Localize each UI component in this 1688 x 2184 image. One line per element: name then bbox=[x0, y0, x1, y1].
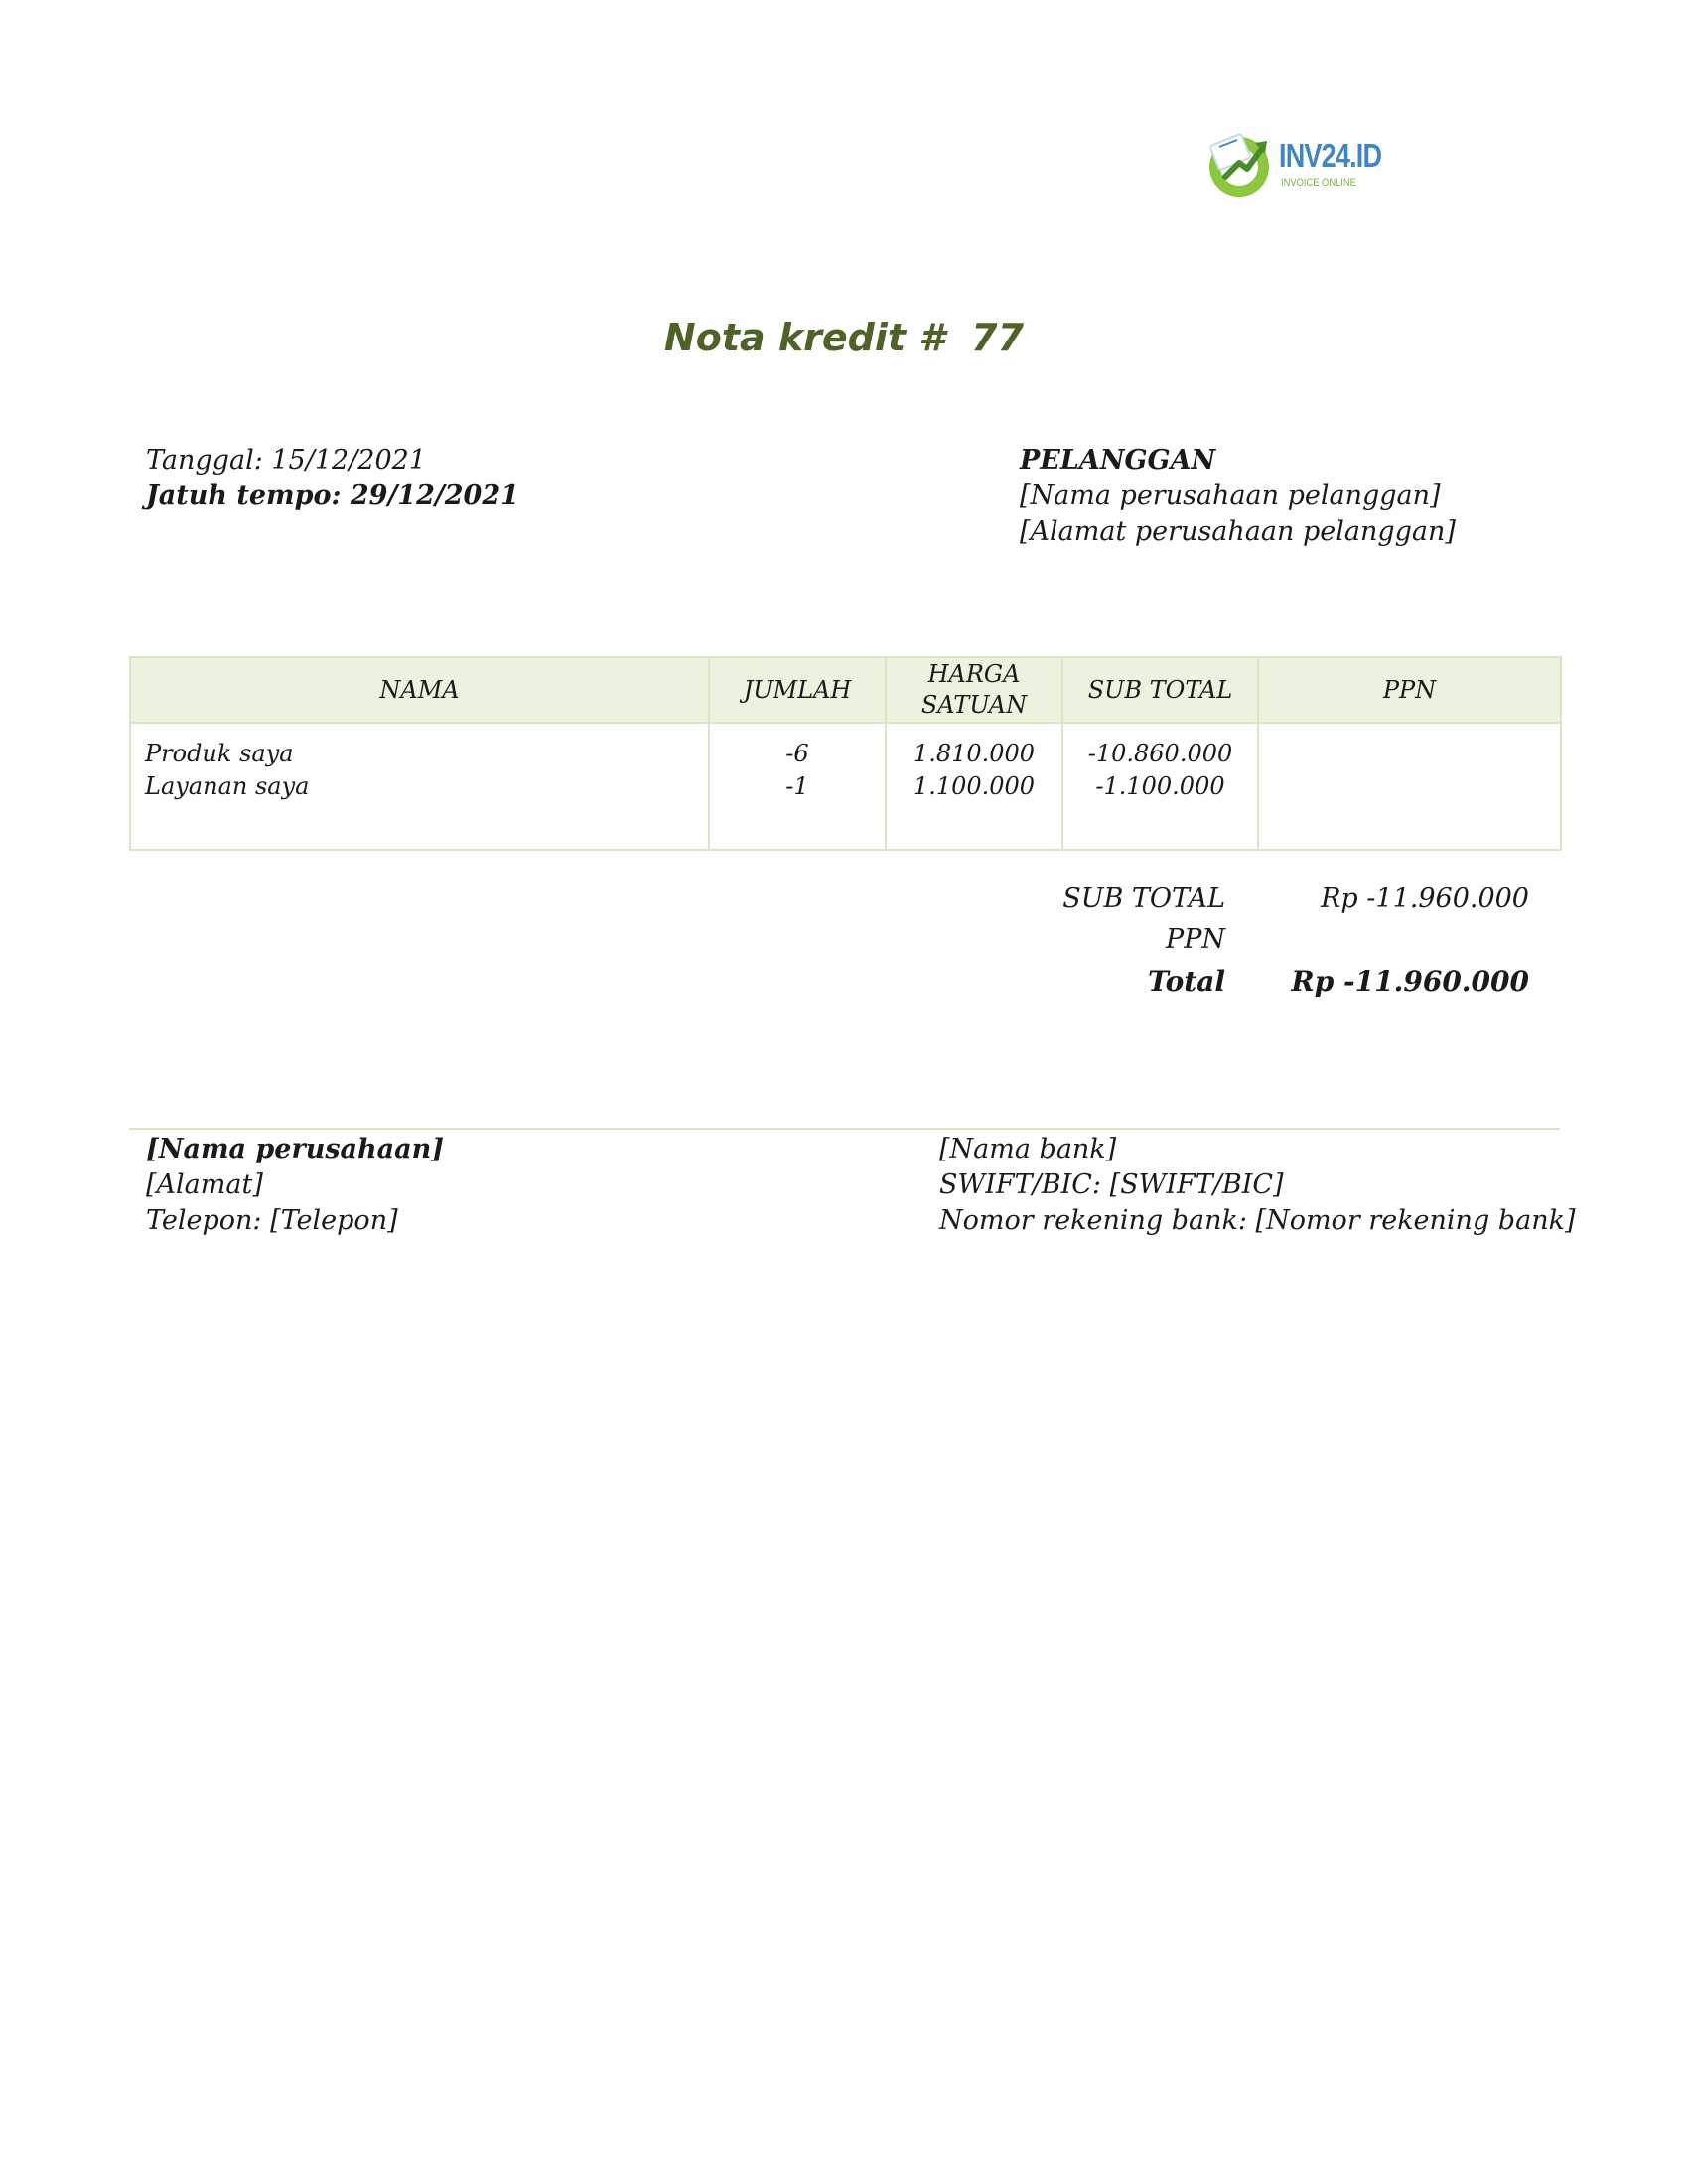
header-subtotal: SUB TOTAL bbox=[1062, 657, 1258, 723]
total-value: Rp -11.960.000 bbox=[1291, 965, 1529, 998]
tax-label: PPN bbox=[1166, 924, 1225, 955]
company-phone: Telepon: [Telepon] bbox=[146, 1205, 398, 1236]
subtotal-row bbox=[993, 884, 1549, 924]
items-table bbox=[129, 656, 1562, 851]
date-block bbox=[146, 443, 519, 514]
header-unit-price-line2: SATUAN bbox=[920, 691, 1028, 719]
logo-name: INV24.ID bbox=[1279, 137, 1382, 174]
company-name: [Nama perusahaan] bbox=[146, 1134, 445, 1164]
bank-swift: SWIFT/BIC: [SWIFT/BIC] bbox=[939, 1169, 1284, 1200]
customer-address: [Alamat perusahaan pelanggan] bbox=[1020, 516, 1456, 547]
page-title: Nota kredit # 77 bbox=[663, 316, 1025, 359]
item-qty: -6 bbox=[785, 740, 809, 767]
table-header-row bbox=[130, 657, 1561, 723]
header-name: NAMA bbox=[130, 657, 709, 723]
company-address: [Alamat] bbox=[146, 1169, 263, 1200]
items-tax-cell bbox=[1258, 723, 1561, 850]
bank-name: [Nama bank] bbox=[939, 1134, 1117, 1164]
totals-block bbox=[993, 884, 1549, 1006]
total-label: Total bbox=[1147, 965, 1225, 998]
item-name: Layanan saya bbox=[145, 772, 310, 800]
logo-mark-icon bbox=[1203, 127, 1279, 203]
header-unit-price-line1: HARGA bbox=[927, 660, 1021, 688]
company-logo bbox=[1203, 127, 1402, 203]
item-subtotal: -10.860.000 bbox=[1087, 740, 1233, 767]
customer-name: [Nama perusahaan pelanggan] bbox=[1020, 480, 1441, 511]
items-name-cell bbox=[130, 723, 709, 850]
table-row bbox=[130, 723, 1561, 850]
item-unit-price: 1.100.000 bbox=[913, 772, 1036, 800]
subtotal-label: SUB TOTAL bbox=[1062, 884, 1225, 914]
company-block bbox=[146, 1132, 444, 1239]
due-date: Jatuh tempo: 29/12/2021 bbox=[146, 480, 519, 511]
header-unit-price bbox=[886, 657, 1062, 723]
issue-date: Tanggal: 15/12/2021 bbox=[146, 445, 426, 476]
bank-block bbox=[939, 1132, 1575, 1239]
items-qty-cell bbox=[709, 723, 886, 850]
items-price-cell bbox=[886, 723, 1062, 850]
customer-heading: PELANGGAN bbox=[1020, 445, 1216, 476]
total-row bbox=[993, 965, 1549, 1006]
header-tax: PPN bbox=[1258, 657, 1561, 723]
logo-tagline: INVOICE ONLINE bbox=[1281, 177, 1356, 189]
items-subtotal-cell bbox=[1062, 723, 1258, 850]
item-unit-price: 1.810.000 bbox=[913, 740, 1036, 767]
tax-row bbox=[993, 924, 1549, 965]
footer-divider bbox=[129, 1128, 1560, 1130]
item-qty: -1 bbox=[785, 772, 809, 800]
item-subtotal: -1.100.000 bbox=[1095, 772, 1225, 800]
customer-block bbox=[1020, 443, 1456, 550]
bank-account: Nomor rekening bank: [Nomor rekening bank] bbox=[939, 1205, 1576, 1236]
item-name: Produk saya bbox=[145, 740, 294, 767]
header-qty: JUMLAH bbox=[709, 657, 886, 723]
subtotal-value: Rp -11.960.000 bbox=[1321, 884, 1529, 914]
